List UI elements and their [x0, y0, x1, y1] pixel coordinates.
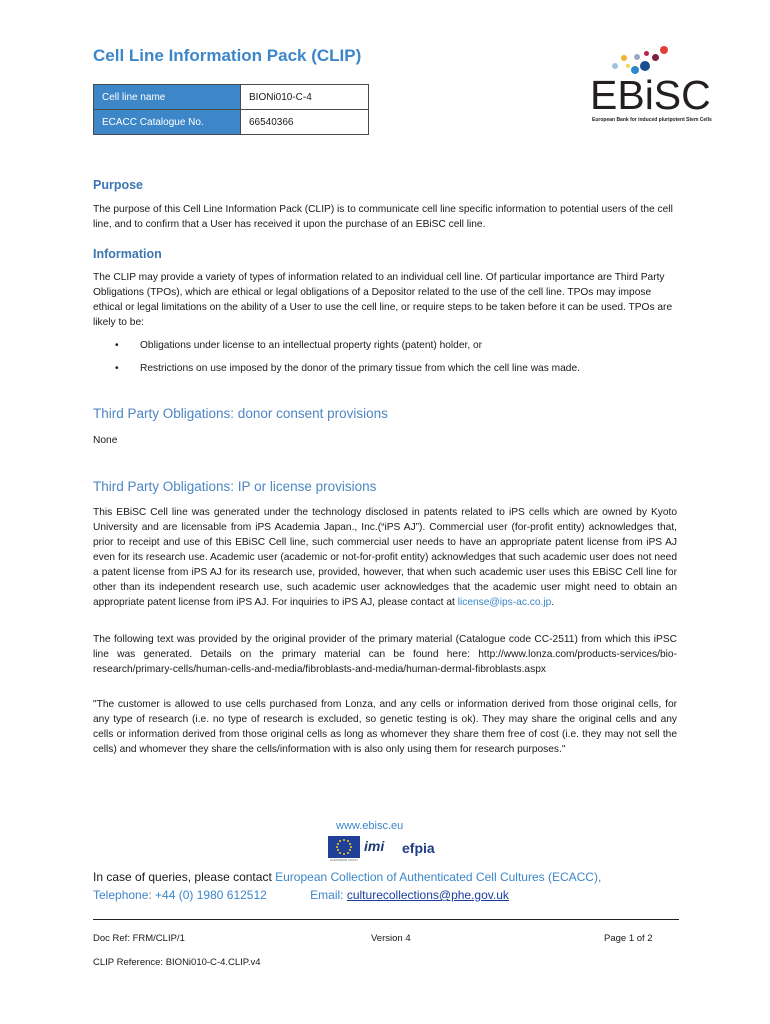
contact-email-link[interactable]: culturecollections@phe.gov.uk [346, 888, 509, 902]
logo-dot [652, 54, 659, 61]
logo-dot [621, 55, 627, 61]
logo-subtitle: European Bank for induced pluripotent Stem Cells [592, 117, 712, 123]
ip-paragraph-3: "The customer is allowed to use cells purchased from Lonza, and any cells or information derived from those original cells, for any type of research (i.e. no type of research is excluded, so genetic testing is ok). They may share the original cells and any cells or information derived from those original cells as long as whomever they share them free of cost (i.e. they may not sell the cells) and whomever they share the cells/information with is also only using them for research purposes." [93, 699, 677, 755]
bullet-icon: • [115, 363, 119, 374]
logo-dot [626, 64, 630, 68]
logo-wordmark: EBiSC [590, 72, 711, 118]
footer-version: Version 4 [371, 933, 411, 944]
contact-line-1 [93, 869, 601, 886]
eu-flag-icon [328, 836, 360, 858]
ip-paragraph-1-end: . [551, 597, 555, 608]
table-row [94, 110, 369, 135]
ebisc-logo [586, 40, 726, 130]
donor-consent-heading: Third Party Obligations: donor consent provisions [93, 406, 388, 421]
information-text: The CLIP may provide a variety of types of information related to an individual cell line. Of particular importance are Third Party Obligations (TPOs), which are ethical or legal obligations of a Depositor related to the use of the cell line. TPOs may impose ethical or legal limitations on the ability of a User to use the cell line, or require steps to be taken before it can be used. TPOs are likely to be: [93, 272, 673, 328]
footer-doc-ref: Doc Ref: FRM/CLIP/1 [93, 933, 185, 944]
eu-caption: EUROPEAN UNION [330, 858, 358, 862]
logo-dot [644, 51, 649, 56]
catalogue-no-value: 66540366 [241, 110, 369, 135]
logo-dot [660, 46, 668, 54]
contact-prefix: In case of queries, please contact [93, 870, 272, 884]
logo-dot [640, 61, 650, 71]
ip-paragraph-1-text: This EBiSC Cell line was generated under the technology disclosed in patents related to iPS cells which are owned by Kyoto University and are licensable from iPS Academia Japan., Inc.(“iPS AJ”). Commercial user (for-profit entity) acknowledges that, prior to receipt and use of this EBiSC Cell line, such commercial user needs to have an appropriate patent license from iPS AJ even for its research use. Academic user (academic or not-for-profit entity) acknowledges that such academic user does not need a patent license from iPS AJ for its research use, provided, however, that when such academic user uses this EBiSC Cell line for other than its independent research use, such academic user acknowledges that the academic user might need to obtain an appropriate patent license from iPS AJ. For inquiries to iPS AJ, please contact at [93, 507, 677, 608]
contact-line-2 [93, 887, 509, 904]
ip-license-heading: Third Party Obligations: IP or license provisions [93, 479, 377, 494]
footer-page-number: Page 1 of 2 [604, 933, 653, 944]
ip-paragraph-2: The following text was provided by the original provider of the primary material (Catalogue code CC-2511) from which this iPSC line was generated. Details on the primary material can be found here: http://www.lonza.com/products-services/bio-research/primary-cells/human-cells-and-media/fibroblasts-and-media/human-dermal-fibroblasts.aspx [93, 634, 677, 675]
purpose-heading: Purpose [93, 178, 144, 192]
logo-dot [634, 54, 640, 60]
footer-divider [93, 919, 679, 920]
ip-paragraph-1 [93, 505, 677, 610]
cell-line-name-label: Cell line name [94, 85, 241, 110]
contact-phone: Telephone: +44 (0) 1980 612512 [93, 888, 267, 902]
bullet-text: Obligations under license to an intellectual property rights (patent) holder, or [140, 340, 483, 351]
page-title: Cell Line Information Pack (CLIP) [93, 46, 362, 65]
cell-line-table [93, 84, 369, 135]
purpose-text: The purpose of this Cell Line Information Pack (CLIP) is to communicate cell line specific information to potential users of the cell line, and to confirm that a User has received it upon the purchase of an EBiSC cell line. [93, 204, 673, 230]
ebisc-website-link[interactable]: www.ebisc.eu [336, 820, 404, 832]
footer-clip-reference: CLIP Reference: BIONi010-C-4.CLIP.v4 [93, 957, 261, 968]
imi-logo: imi [364, 838, 385, 854]
ips-aj-email-link[interactable]: license@ips-ac.co.jp [457, 597, 552, 608]
information-heading: Information [93, 247, 162, 261]
catalogue-no-label: ECACC Catalogue No. [94, 110, 241, 135]
bullet-text: Restrictions on use imposed by the donor of the primary tissue from which the cell line was made. [140, 363, 580, 374]
logo-dot [612, 63, 618, 69]
ecacc-link[interactable]: European Collection of Authenticated Cell Cultures (ECACC), [275, 870, 602, 884]
bullet-icon: • [115, 340, 119, 351]
donor-consent-text: None [93, 435, 118, 446]
cell-line-name-value: BIONi010-C-4 [241, 85, 369, 110]
table-row [94, 85, 369, 110]
contact-email-label: Email: [310, 888, 344, 902]
efpia-logo: efpia [402, 840, 435, 856]
